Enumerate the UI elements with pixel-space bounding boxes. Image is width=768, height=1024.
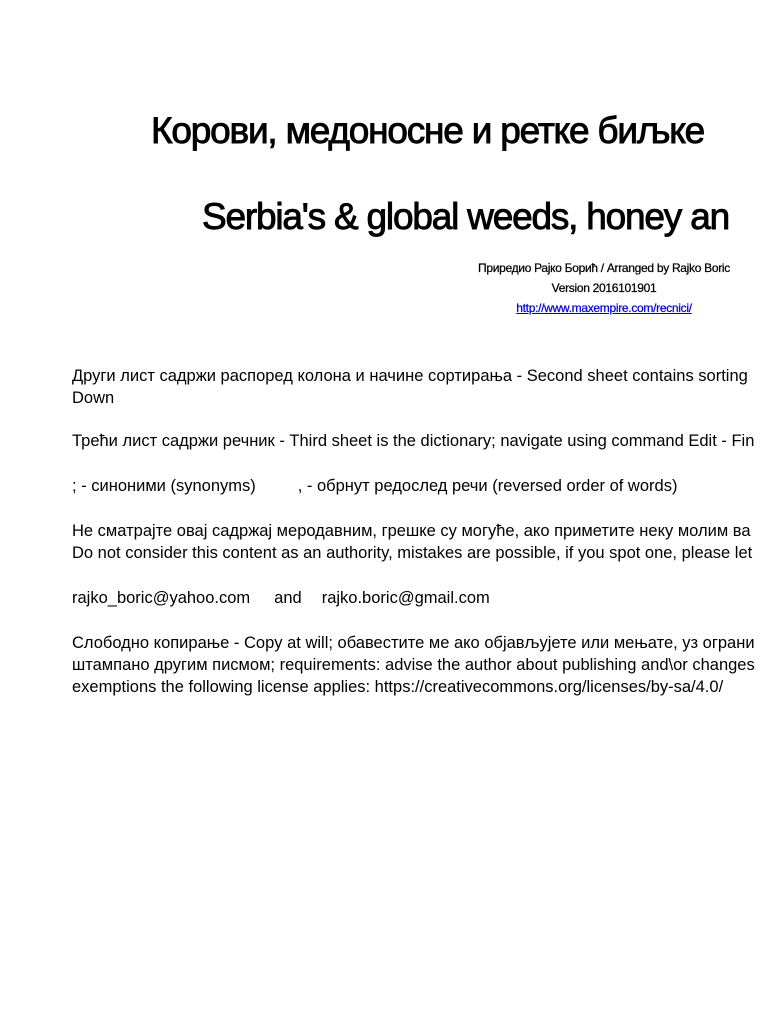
legend-synonyms: ; - синоними (synonyms) [72, 477, 256, 495]
paragraph-line: Не сматрајте овај садржај меродавним, грешке су могуће, ако приметите неку молим ва [72, 522, 751, 540]
paragraph-contacts [72, 587, 490, 609]
author-credit: Приредио Рајко Борић / Arranged by Rajko Boric [478, 261, 730, 275]
paragraph-second-sheet [72, 365, 748, 409]
legend-reversed: , - обрнут редослед речи (reversed order of words) [297, 477, 678, 495]
version-label: Version 2016101901 [551, 281, 657, 295]
paragraph-legend [72, 475, 677, 497]
paragraph-line: exemptions the following license applies: https://creativecommons.org/licenses/by-sa/4.0/ [72, 678, 724, 696]
paragraph-disclaimer [72, 520, 752, 564]
paragraph-line: Слободно копирање - Copy at will; обавестите ме ако објављујете или мењате, уз ограни [72, 634, 755, 652]
paragraph-line: Down [72, 389, 115, 407]
title-cyrillic: Корови, медоносне и ретке биљке [151, 110, 704, 151]
paragraph-third-sheet [72, 430, 754, 452]
paragraph-line: Други лист садржи распоред колона и начине сортирања - Second sheet contains sorting [72, 367, 748, 385]
email-gmail: rajko.boric@gmail.com [321, 589, 490, 607]
title-english: Serbia's & global weeds, honey an [202, 196, 729, 237]
email-yahoo: rajko_boric@yahoo.com [72, 589, 251, 607]
paragraph-line: Do not consider this content as an authority, mistakes are possible, if you spot one, please let [72, 544, 753, 562]
website-link[interactable]: http://www.maxempire.com/recnici/ [516, 301, 692, 315]
paragraph-line: штампано другим писмом; requirements: advise the author about publishing and\or changes [72, 656, 755, 674]
paragraph-license [72, 632, 755, 698]
paragraph-line: Трећи лист садржи речник - Third sheet is the dictionary; navigate using command Edit - Fin [72, 432, 755, 450]
email-and-label: and [274, 589, 302, 607]
